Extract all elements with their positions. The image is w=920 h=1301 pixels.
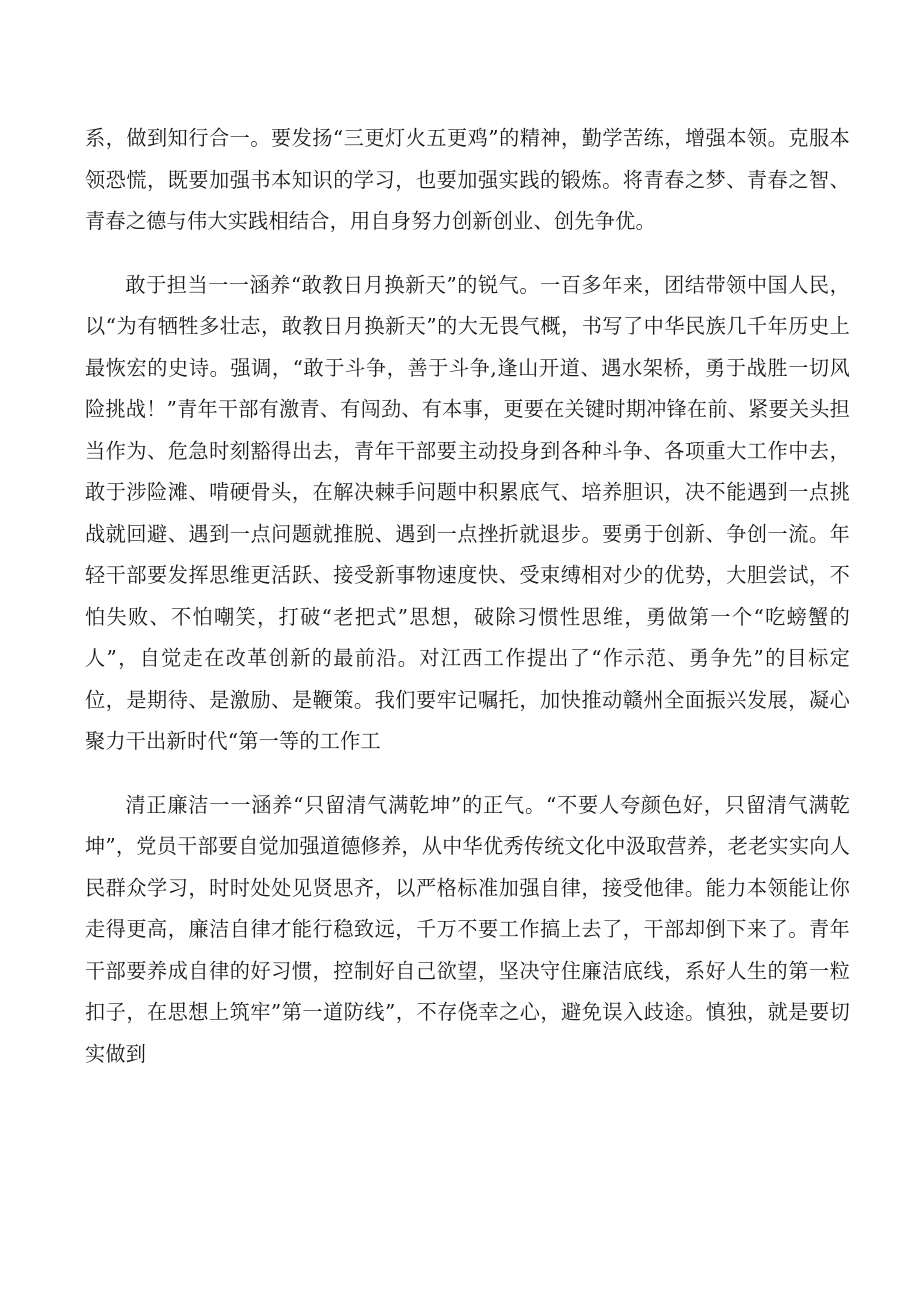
- paragraph-3: 清正廉洁一一涵养“只留清气满乾坤”的正气。“不要人夸颜色好，只留清气满乾坤”，党员干部要自觉加强道德修养，从中华优秀传统文化中汲取营养，老老实实向人民群众学习，时时处处见贤思齐，以严格标准加强自律，接受他律。能力本领能让你走得更高，廉洁自律才能行稳致远，千万不要工作搞上去了，干部却倒下来了。青年干部要养成自律的好习惯，控制好自己欲望，坚决守住廉洁底线，系好人生的第一粒扣子，在思想上筑牢”第一道防线”，不存侥幸之心，避免误入歧途。慎独，就是要切实做到: [85, 792, 850, 1066]
- document-page: [85, 118, 850, 1097]
- paragraph-1: 系，做到知行合一。要发扬“三更灯火五更鸡”的精神，勤学苦练，增强本领。克服本领恐慌，既要加强书本知识的学习，也要加强实践的锻炼。将青春之梦、青春之智、青春之德与伟大实践相结合，用自身努力创新创业、创先争优。: [85, 126, 850, 233]
- paragraph-2: 敢于担当一一涵养“敢教日月换新天”的锐气。一百多年来，团结带领中国人民，以“为有牺牲多壮志，敢教日月换新天”的大无畏气概，书写了中华民族几千年历史上最恢宏的史诗。强调，“敢于斗争，善于斗争,逢山开道、遇水架桥，勇于战胜一切风险挑战！”青年干部有激青、有闯劲、有本事，更要在关键时期冲锋在前、紧要关头担当作为、危急时刻豁得出去，青年干部要主动投身到各种斗争、各项重大工作中去，敢于涉险滩、啃硬骨头，在解决棘手问题中积累底气、培养胆识，决不能遇到一点挑战就回避、遇到一点问题就推脱、遇到一点挫折就退步。要勇于创新、争创一流。年轻干部要发挥思维更活跃、接受新事物速度快、受束缚相对少的优势，大胆尝试，不怕失败、不怕嘲笑，打破“老把式”思想，破除习惯性思维，勇做第一个“吃螃蟹的人”，自觉走在改革创新的最前沿。对江西工作提出了“作示范、勇争先”的目标定位，是期待、是激励、是鞭策。我们要牢记嘱托，加快推动赣州全面振兴发展，凝心聚力干出新时代“第一等的工作工: [85, 272, 850, 753]
